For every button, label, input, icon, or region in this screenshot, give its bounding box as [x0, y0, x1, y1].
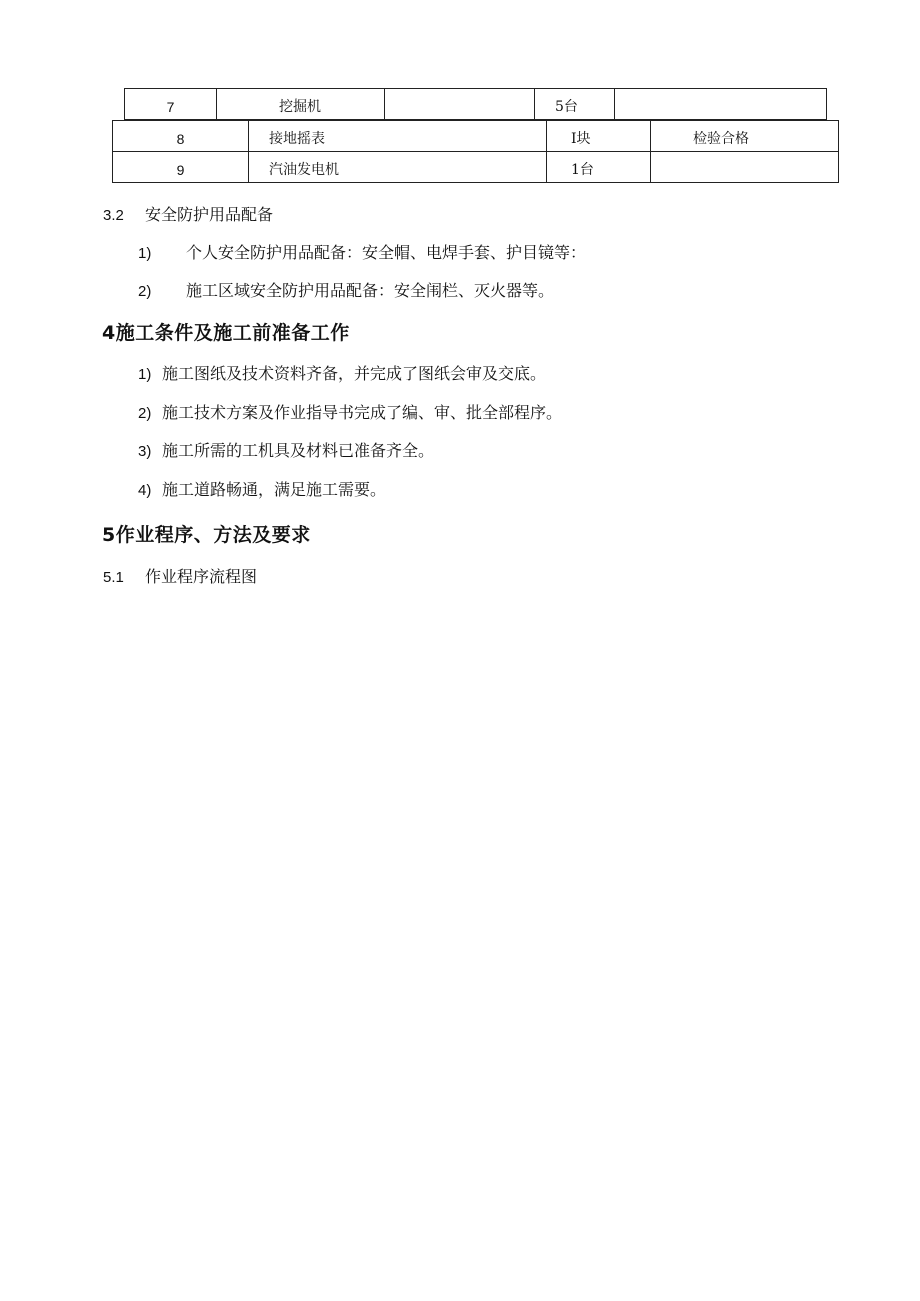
- section-title: 作业程序流程图: [145, 567, 258, 586]
- section-4-heading: 4施工条件及施工前准备工作: [102, 322, 350, 344]
- equipment-table-rows-8-9: [112, 120, 839, 183]
- equipment-qty: I块: [547, 121, 651, 152]
- list-number: 2): [138, 405, 152, 422]
- table-row: [113, 152, 839, 183]
- list-text: 施工所需的工机具及材料已准备齐全。: [162, 441, 435, 460]
- table-row: [125, 89, 827, 120]
- equipment-note: 检验合格: [651, 121, 839, 152]
- list-text: 施工技术方案及作业指导书完成了编、审、批全部程序。: [162, 403, 563, 422]
- list-item: [138, 400, 562, 423]
- list-text: 施工区域安全防护用品配备：安全闱栏、灭火器等。: [186, 281, 555, 300]
- equipment-qty: 5台: [535, 89, 615, 120]
- row-number: 8: [113, 121, 249, 152]
- list-item: [138, 240, 586, 263]
- equipment-name: 汽油发电机: [249, 152, 547, 183]
- list-number: 4): [138, 482, 152, 499]
- list-item: [138, 361, 546, 384]
- section-number: 3.2: [103, 207, 124, 224]
- row-number: 7: [125, 89, 217, 120]
- section-3-2-title: [103, 202, 273, 225]
- list-text: 个人安全防护用品配备：安全帽、电焊手套、护目镜等：: [186, 243, 587, 262]
- equipment-name: 接地摇表: [249, 121, 547, 152]
- equipment-note: [651, 152, 839, 183]
- equipment-name: 挖掘机: [217, 89, 385, 120]
- list-number: 3): [138, 443, 152, 460]
- equipment-qty: 1台: [547, 152, 651, 183]
- list-number: 1): [138, 366, 152, 383]
- list-item: [138, 438, 434, 461]
- list-item: [138, 477, 386, 500]
- section-title: 安全防护用品配备: [145, 205, 274, 224]
- list-item: [138, 278, 554, 301]
- section-number: 5.1: [103, 569, 124, 586]
- equipment-spec: [385, 89, 535, 120]
- list-number: 1): [138, 245, 152, 262]
- table-row: [113, 121, 839, 152]
- list-text: 施工道路畅通，满足施工需要。: [162, 480, 387, 499]
- section-5-1-title: [103, 564, 257, 587]
- row-number: 9: [113, 152, 249, 183]
- equipment-note: [615, 89, 827, 120]
- equipment-table-row-7: [124, 88, 827, 120]
- section-5-heading: 5作业程序、方法及要求: [102, 524, 311, 546]
- list-text: 施工图纸及技术资料齐备，并完成了图纸会审及交底。: [162, 364, 547, 383]
- list-number: 2): [138, 283, 152, 300]
